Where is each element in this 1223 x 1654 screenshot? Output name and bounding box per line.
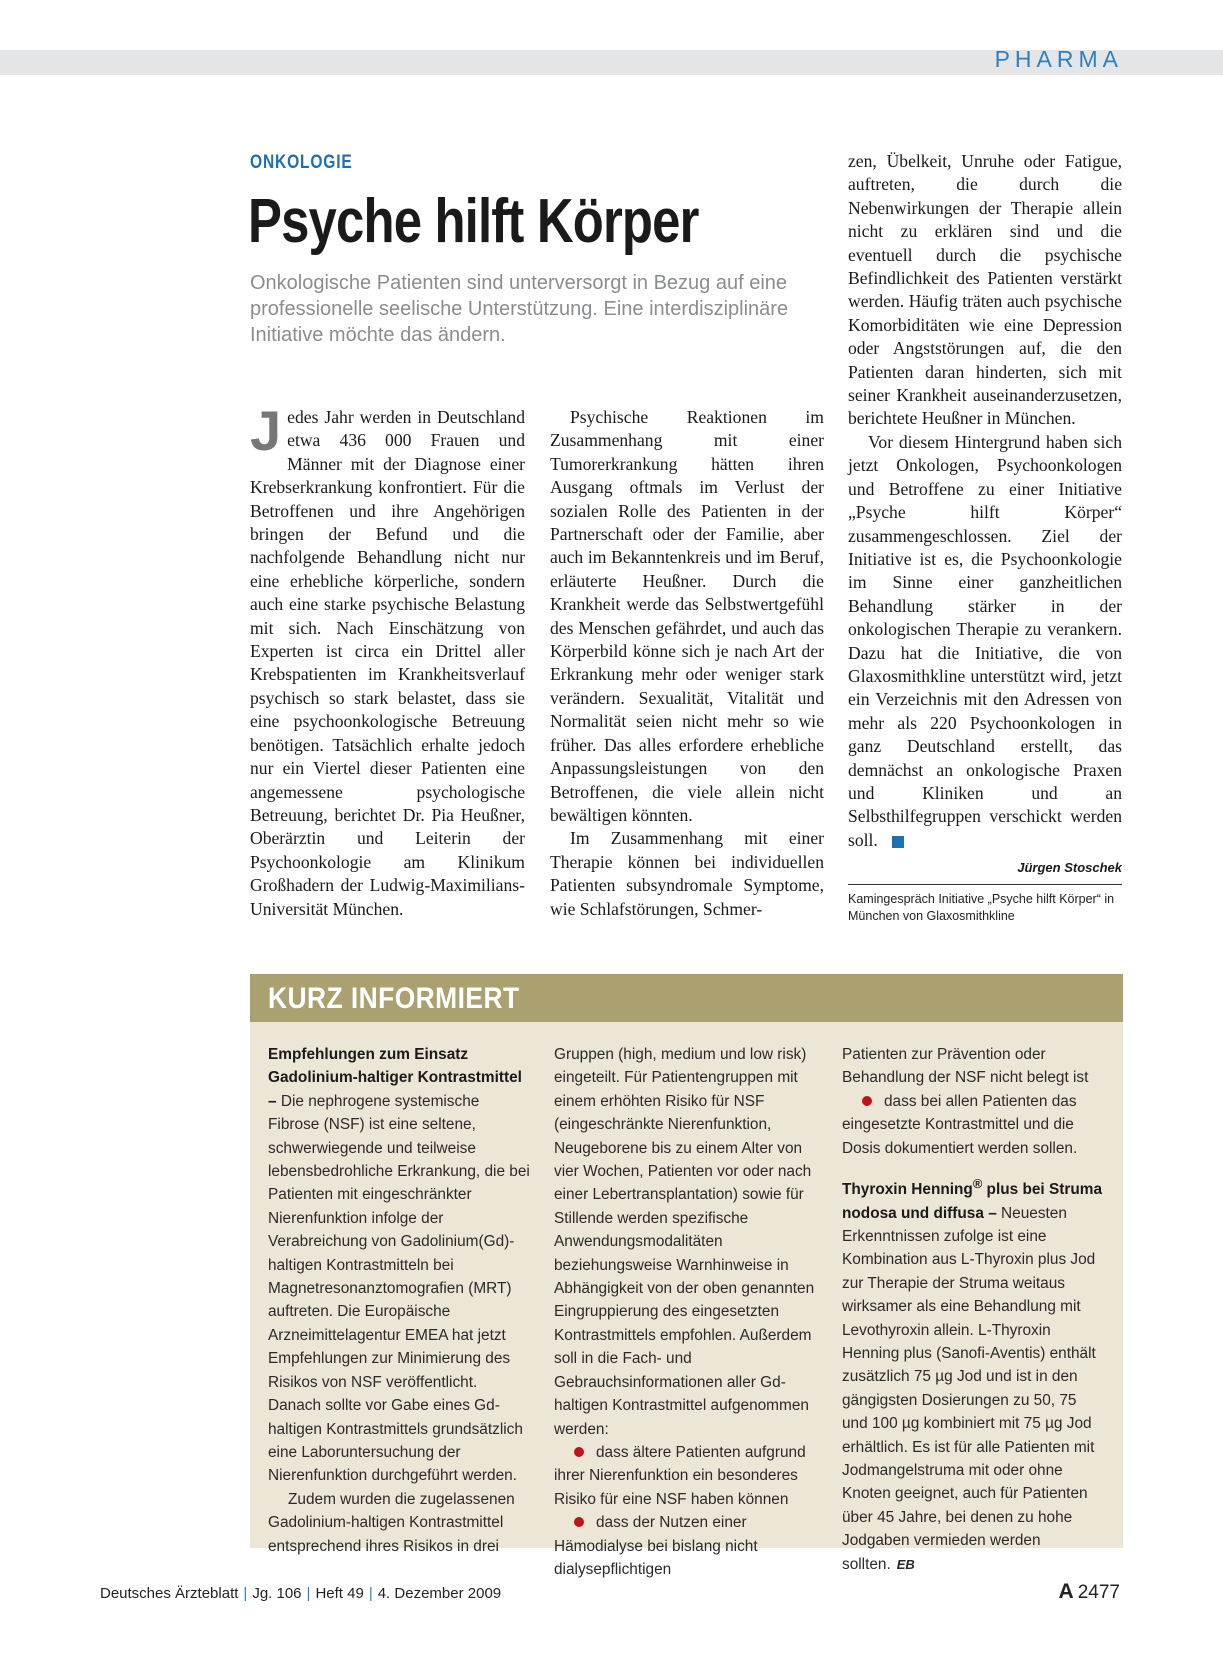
news-item-text: Zudem wurden die zugelassenen Gadolinium-haltigen Kontrastmittel entsprechend ihres Risikos in drei (268, 1490, 515, 1555)
article-lead: Onkologische Patienten sind unterversorgt in Bezug auf eine professionelle seelische Unterstützung. Eine interdisziplinäre Initiative möchte das ändern. (250, 272, 789, 346)
journal-name: Deutsches Ärzteblatt (100, 1585, 239, 1602)
end-mark-icon (892, 836, 904, 848)
info-box-title: KURZ INFORMIERT (268, 982, 520, 1015)
article-author: Jürgen Stoschek (1017, 860, 1122, 876)
article-title: Psyche hilft Körper (248, 187, 699, 256)
journal-date: 4. Dezember 2009 (377, 1585, 502, 1602)
bullet-dot-icon (574, 1517, 584, 1527)
bullet-item: dass bei allen Patienten das eingesetzte Kontrastmittel und die Dosis dokumentiert werden sollen. (842, 1092, 1078, 1157)
page-footer: Deutsches Ärzteblatt | Jg. 106 | Heft 49 | 4. Dezember 2009 (100, 1585, 502, 1602)
article-column-2 (550, 406, 824, 921)
news-item-title: Empfehlungen zum Einsatz Gadolinium-haltiger Kontrastmittel – (268, 1046, 522, 1110)
article-paragraph: Im Zusammenhang mit einer Therapie können bei individuellen Patienten subsyndromale Symptome, wie Schlafstörungen, Schmer- (550, 828, 824, 919)
image-caption: Kamingespräch Initiative „Psyche hilft Körper“ in München von Glaxosmithkline (848, 884, 1122, 925)
info-box-column-3 (842, 1043, 1104, 1576)
article-paragraph: Vor diesem Hintergrund haben sich jetzt Onkologen, Psychoonkologen und Betroffene zu einer Initiative „Psyche hilft Körper“ zusammengeschlossen. Ziel der Initiative ist es, die Psychoonkologie im Sinne einer ganzheitlichen Behandlung stärker in der onkologischen Therapie zu verankern. Dazu hat die Initiative, die von Glaxosmithkline unterstützt wird, jetzt ein Verzeichnis mit den Adressen von mehr als 220 Psychoonkologen in ganz Deutschland erstellt, das demnächst an onkologische Praxen und Kliniken und an Selbsthilfegruppen verschickt werden soll. (848, 431, 1122, 850)
bullet-item-continued: Patienten zur Prävention oder Behandlung der NSF nicht belegt ist (842, 1046, 1089, 1087)
news-item-text: Gruppen (high, medium und low risk) eingeteilt. Für Patientengruppen mit einem erhöhten Risiko für NSF (eingeschränkte Nierenfunktion, Neugeborene bis zu einem Alter von vier Wochen, Patienten vor oder nach einer Lebertransplantation) sowie für Stillende werden spezifische Anwendungsmodalitäten beziehungsweise Warnhinweise in Abhängigkeit von der oben genannten Eingruppierung des eingesetzten Kontrastmittels empfohlen. Außerdem soll in die Fach- und Gebrauchsinformationen aller Gd-haltigen Kontrastmittel aufgenommen werden: (554, 1046, 815, 1438)
article-paragraph: Psychische Reaktionen im Zusammenhang mit einer Tumorerkrankung hätten ihren Ausgang oftmals im Verlust der sozialen Rolle des Patienten in der Partnerschaft oder der Familie, aber auch im Bekanntenkreis und im Beruf, erläuterte Heußner. Durch die Krankheit werde das Selbstwertgefühl des Menschen gefährdet, und auch das Körperbild könne sich je nach Art der Erkrankung mehr oder weniger stark verändern. Sexualität, Vitalität und Normalität seien nicht mehr so wie früher. Das alles erfordere erhebliche Anpassungsleistungen von den Betroffenen, die viele allein nicht bewältigen könnten. (550, 407, 824, 825)
bullet-dot-icon (862, 1096, 872, 1106)
journal-issue: Heft 49 (315, 1585, 364, 1602)
info-box-column-2 (554, 1043, 816, 1581)
section-label: PHARMA (994, 46, 1123, 72)
bullet-dot-icon (574, 1447, 584, 1457)
bullet-item: dass ältere Patienten aufgrund ihrer Nierenfunktion ein besonderes Risiko für eine NSF haben können (554, 1443, 806, 1508)
bullet-item: dass der Nutzen einer Hämodialyse bei bislang nicht dialysepflichtigen (554, 1514, 758, 1578)
page-number: A 2477 (1058, 1580, 1120, 1603)
drop-cap: J (250, 399, 282, 462)
news-item: Thyroxin Henning® plus bei Struma nodosa und diffusa – Neuesten Erkenntnissen zufolge ist eine Kombination aus L-Thyroxin plus Jod zur Therapie der Struma weitaus wirksamer als eine Behandlung mit Levothyroxin allein. L-Thyroxin Henning plus (Sanofi-Aventis) enthält zusätzlich 75 µg Jod und ist in den gängigsten Dosierungen zu 50, 75 und 100 µg kombiniert mit 75 µg Jod erhältlich. Es ist für alle Patienten mit Jodmangelstruma mit oder ohne Knoten geeignet, auch für Patienten über 45 Jahre, bei denen zu hohe Jodgaben vermieden werden sollten. EB (842, 1176, 1103, 1573)
info-box-column-1 (268, 1043, 530, 1558)
article-kicker: ONKOLOGIE (250, 152, 353, 173)
article-paragraph: zen, Übelkeit, Unruhe oder Fatigue, auftreten, die durch die Nebenwirkungen der Therapie allein nicht zu erklären sind und die eventuell durch die psychische Befindlichkeit des Patienten verstärkt werden. Häufig träten auch psychische Komorbiditäten wie eine Depression oder Angststörungen auf, die den Patienten daran hinderten, sich mit seiner Krankheit auseinanderzusetzen, berichtete Heußner in München. (848, 151, 1122, 429)
article-column-1 (250, 399, 525, 921)
article-column-3 (848, 150, 1122, 880)
news-item-title: Thyroxin Henning® plus bei Struma nodosa und diffusa – (842, 1176, 1103, 1222)
news-item-initials: EB (896, 1556, 915, 1572)
news-item-text: Die nephrogene systemische Fibrose (NSF) ist eine seltene, schwerwiegende und teilweise lebensbedrohliche Erkrankung, die bei Patienten mit eingeschränkter Nierenfunktion infolge der Verabreichung von Gadolinium(Gd)-haltigen Kontrastmitteln bei Magnetresonanztomografien (MRT) auftreten. Die Europäische Arzneimittelagentur EMEA hat jetzt Empfehlungen zur Minimierung des Risikos von NSF veröffentlicht. Danach sollte vor Gabe eines Gd-haltigen Kontrastmittels grundsätzlich eine Laboruntersuchung der Nierenfunktion durchgeführt werden. (268, 1092, 530, 1485)
article-paragraph: edes Jahr werden in Deutschland etwa 436 000 Frauen und Männer mit der Diagnose einer Krebserkrankung konfrontiert. Für die Betroffenen und ihre Angehörigen bringen der Befund und die nachfolgende Behandlung nicht nur eine erhebliche körperliche, sondern auch eine starke psychische Belastung mit sich. Nach Einschätzung von Experten ist circa ein Drittel aller Krebspatienten im Krankheitsverlauf psychisch so stark belastet, dass sie eine psychoonkologische Betreuung benötigen. Tatsächlich erhalte jedoch nur ein Viertel dieser Patienten eine angemessene psychologische Betreuung, berichtet Dr. Pia Heußner, Oberärztin und Leiterin der Psychoonkologie am Klinikum Großhadern der Ludwig-Maximilians-Universität München. (250, 407, 525, 919)
journal-volume: Jg. 106 (252, 1585, 302, 1602)
